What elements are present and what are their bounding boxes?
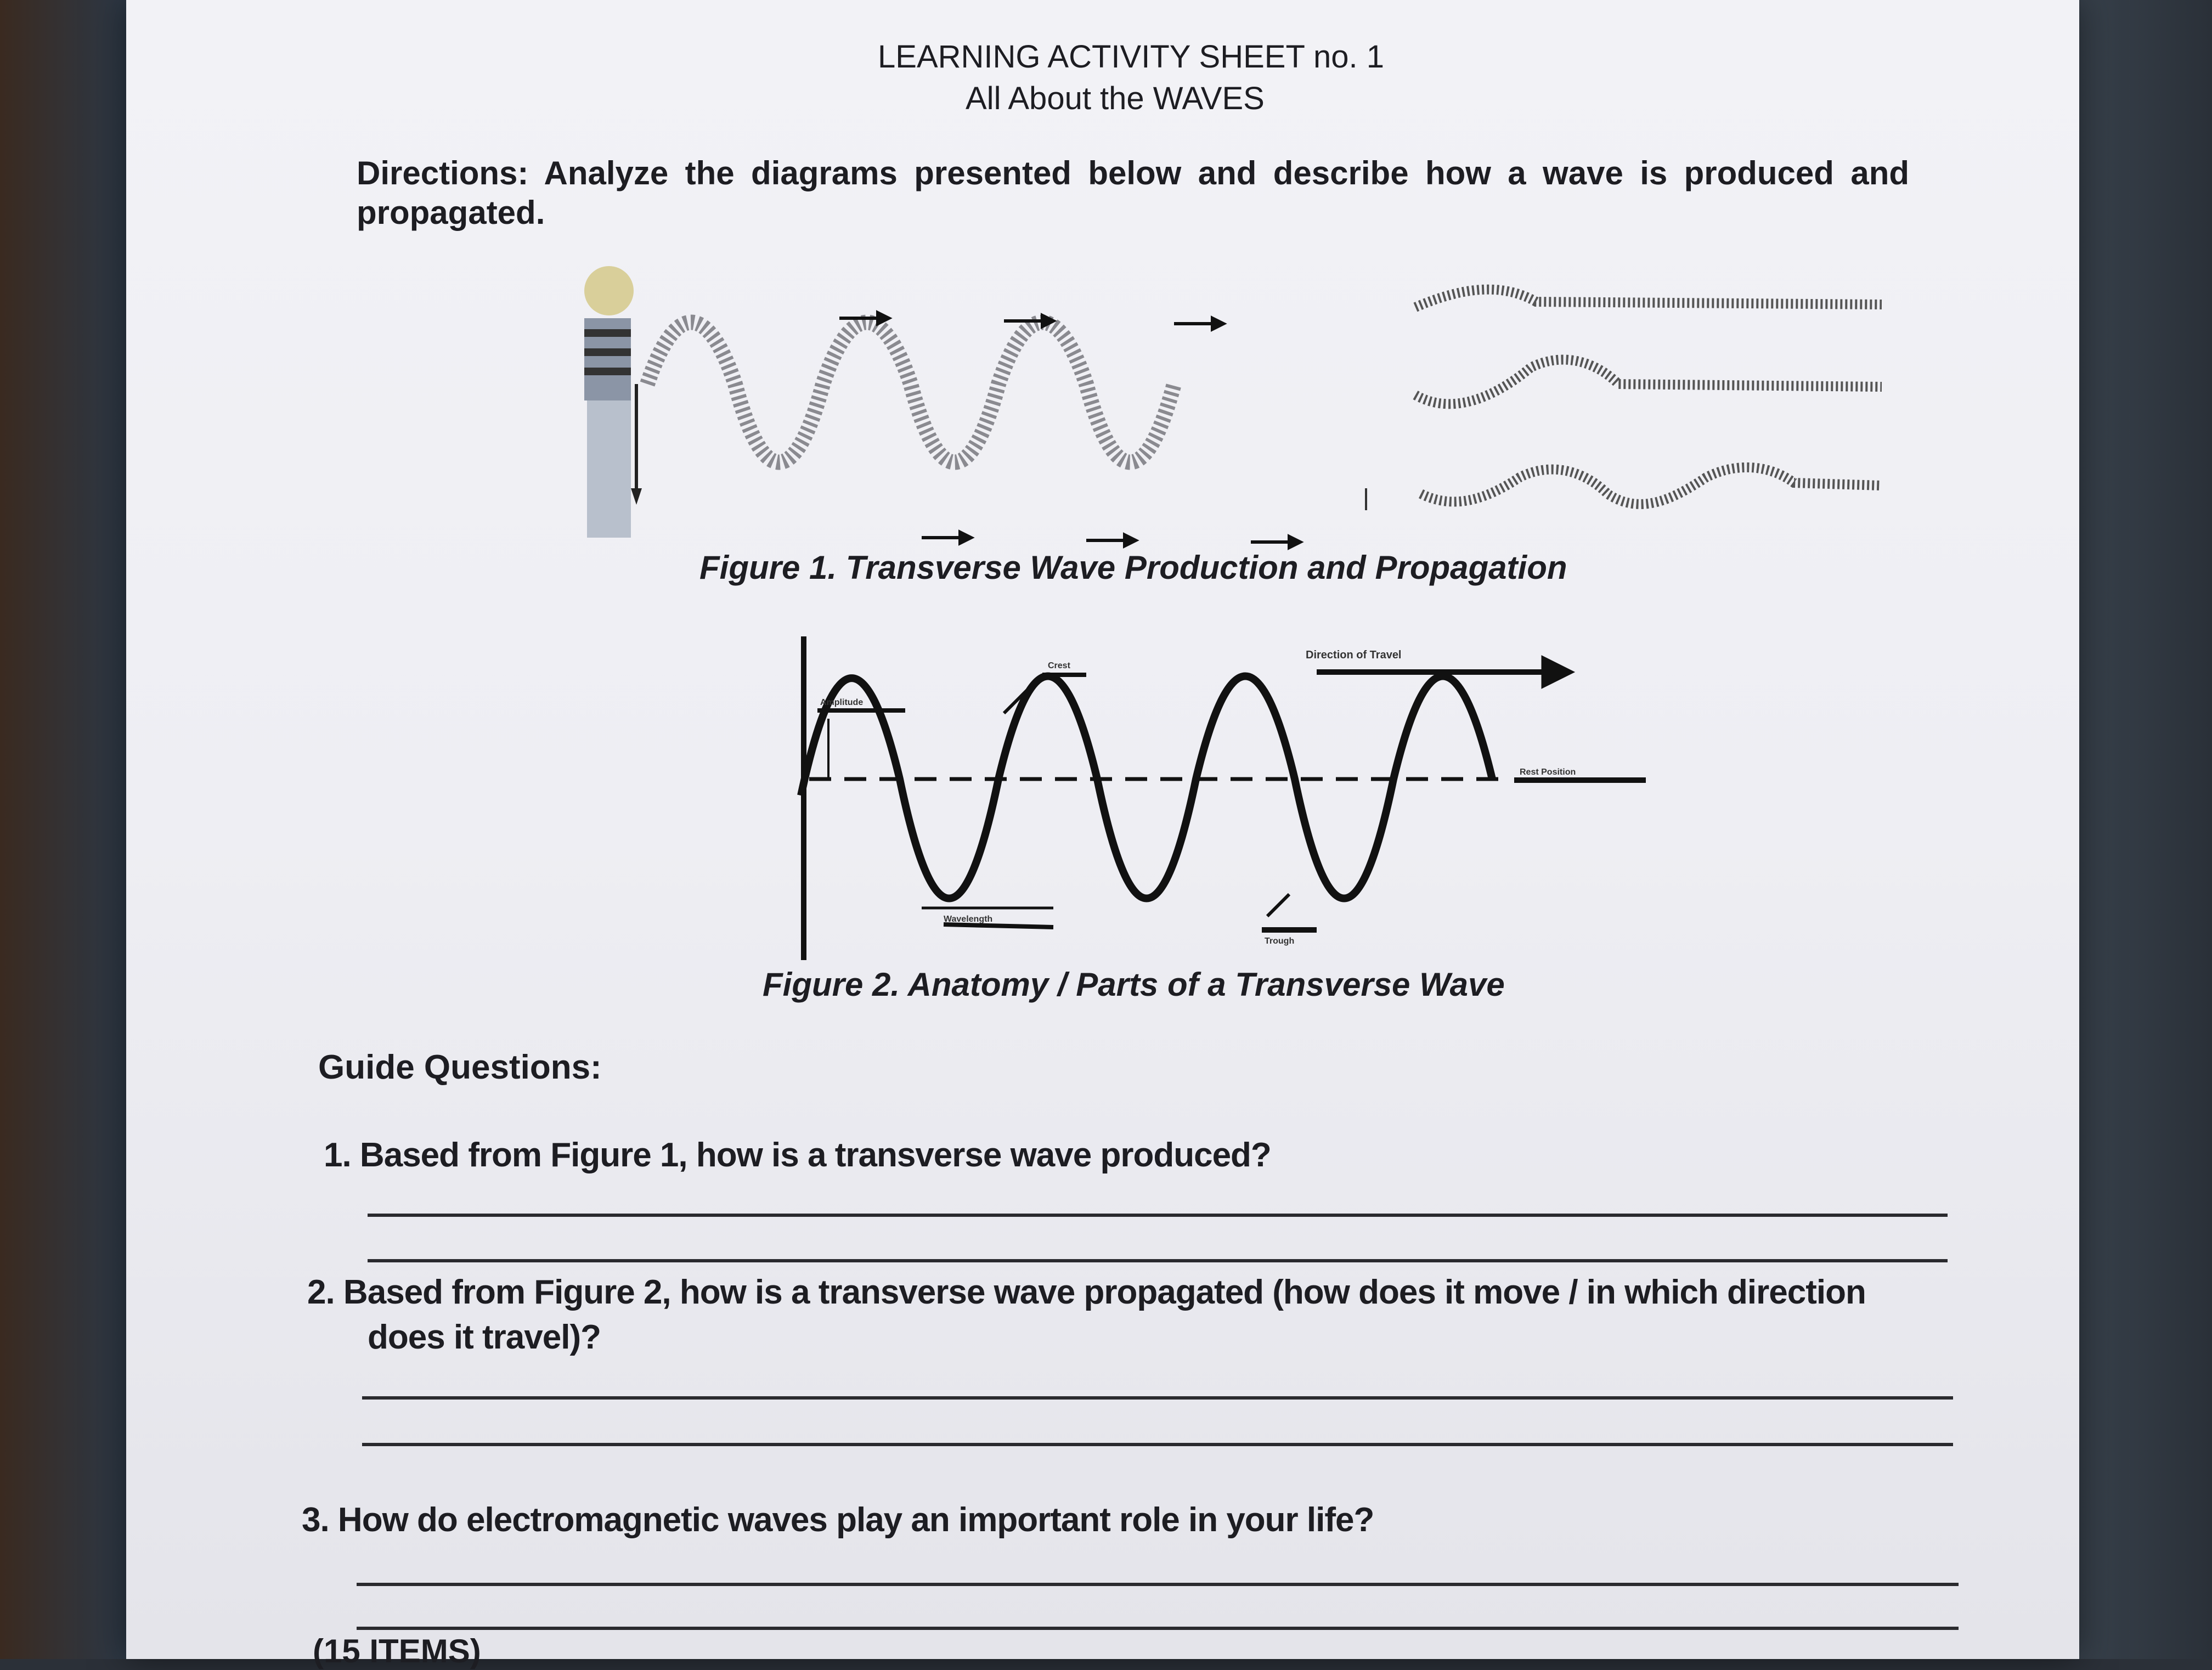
answer-line-1b[interactable]: [368, 1259, 1948, 1262]
sheet-subtitle: All About the WAVES: [966, 81, 1265, 116]
answer-line-2a[interactable]: [362, 1396, 1953, 1400]
figure2-wave-anatomy: [768, 631, 1673, 977]
answer-line-3b[interactable]: [357, 1627, 1959, 1630]
guide-questions-heading: Guide Questions:: [318, 1048, 602, 1086]
rest-position-label: Rest Position: [1520, 768, 1576, 777]
crest-label: Crest: [1048, 661, 1070, 670]
question-2-line-1: 2. Based from Figure 2, how is a transverse wave propagated (how does it move / in which direction: [307, 1273, 1866, 1311]
question-2: [307, 1270, 1866, 1360]
transverse-wave-rope: [647, 323, 1174, 462]
question-2-line-2: does it travel)?: [368, 1318, 601, 1356]
figure1-illustration: [565, 258, 1904, 565]
figure1-caption: Figure 1. Transverse Wave Production and Propagation: [699, 549, 1567, 586]
person-figure: [584, 266, 642, 538]
question-1: 1. Based from Figure 1, how is a transverse wave produced?: [324, 1136, 1271, 1174]
answer-line-2b[interactable]: [362, 1443, 1953, 1446]
amplitude-label: Amplitude: [820, 698, 864, 707]
directions-text: Directions: Analyze the diagrams presented below and describe how a wave is produced and propagated.: [357, 155, 1909, 231]
sheet-title: LEARNING ACTIVITY SHEET no. 1: [878, 39, 1384, 75]
trough-label: Trough: [1265, 936, 1295, 946]
question-3: 3. How do electromagnetic waves play an important role in your life?: [302, 1501, 1374, 1539]
answer-line-1a[interactable]: [368, 1214, 1948, 1217]
direction-of-travel-label: Direction of Travel: [1306, 649, 1402, 661]
answer-line-3a[interactable]: [357, 1583, 1959, 1586]
items-count: (15 ITEMS): [313, 1633, 481, 1669]
wavelength-label: Wavelength: [944, 915, 993, 924]
figure2-caption: Figure 2. Anatomy / Parts of a Transverse Wave: [763, 966, 1505, 1003]
worksheet-paper: [126, 0, 2079, 1669]
